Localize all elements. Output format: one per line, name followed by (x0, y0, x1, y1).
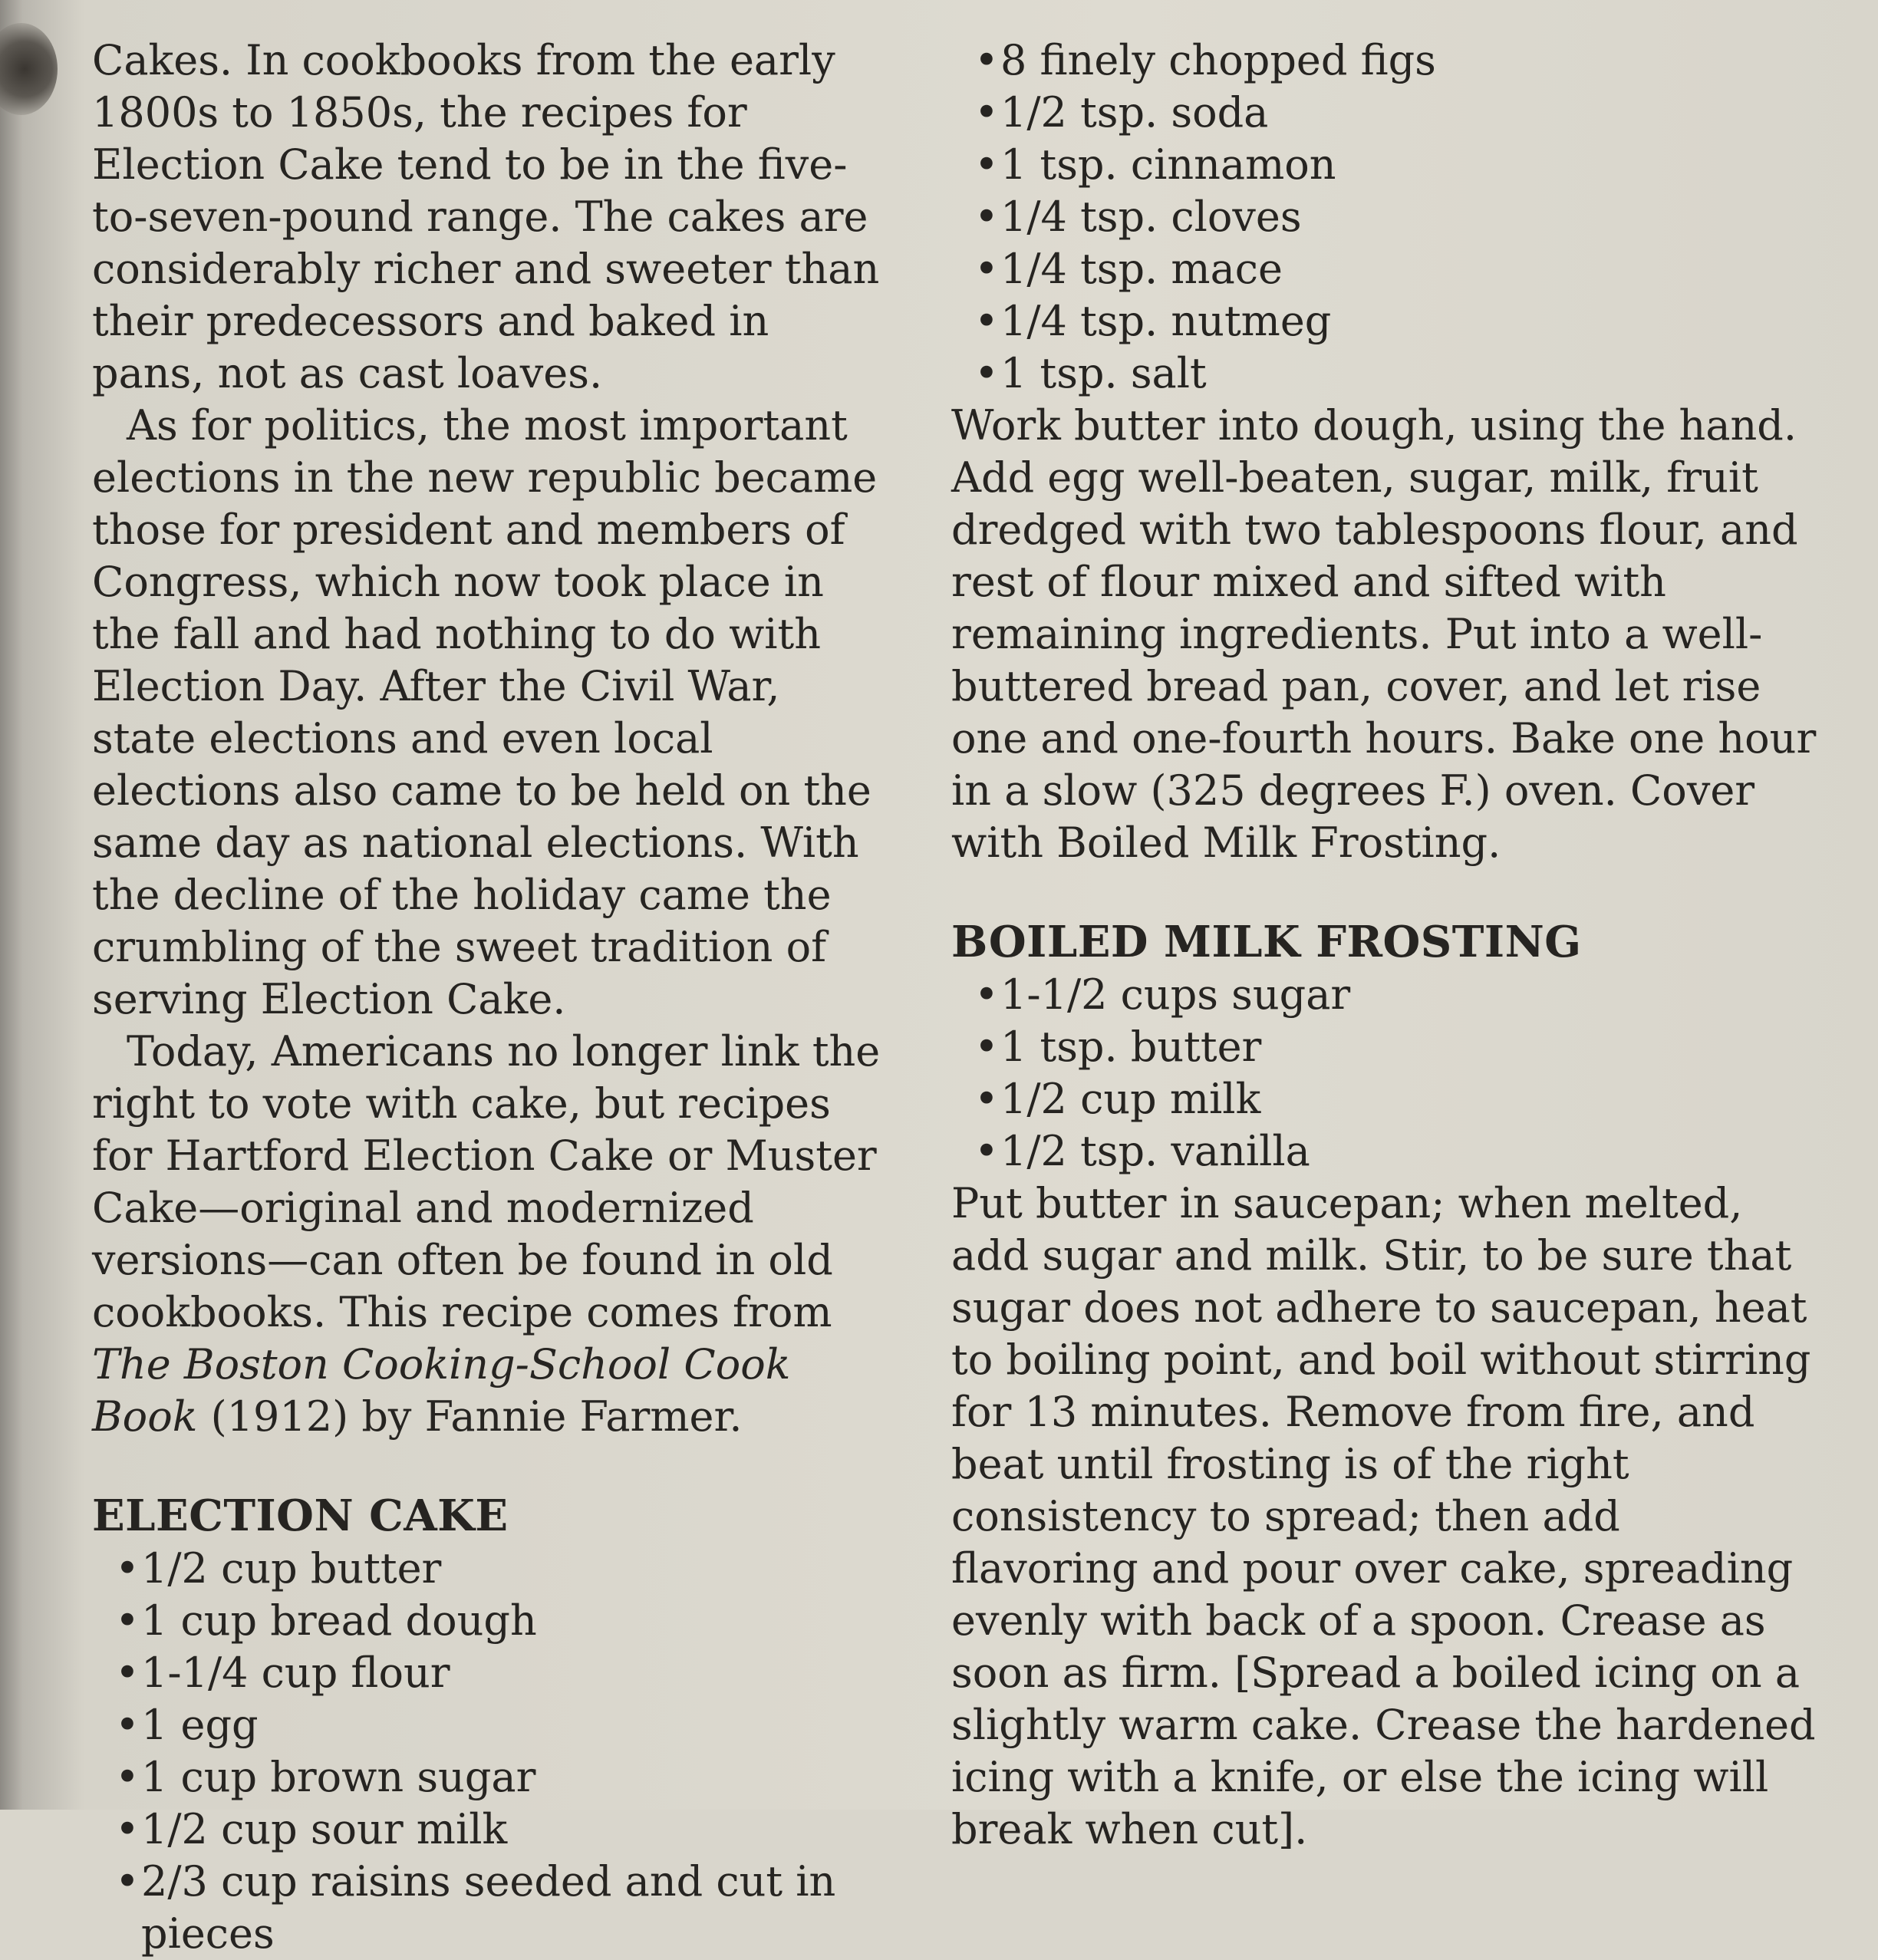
ingredient-item: • 1 tsp. salt (974, 348, 1818, 400)
ingredient-item: • 1/2 tsp. soda (974, 87, 1818, 139)
ingredient-item: • 1/2 cup milk (974, 1073, 1818, 1125)
ingredient-item: • 2/3 cup raisins seeded and cut in pieces (115, 1856, 890, 1960)
history-paragraph-1: Cakes. In cookbooks from the early 1800s to 1850s, the recipes for Election Cake tend to be in the five-to-seven-pound range. The cakes are considerably richer and sweeter than their predecessors and baked in pans, not as cast loaves. (92, 36, 880, 397)
ingredient-item: • 8 finely chopped figs (974, 35, 1818, 87)
ingredient-item: • 1/2 tsp. vanilla (974, 1125, 1818, 1178)
ingredient-item: • 1/2 cup sour milk (115, 1804, 890, 1856)
ingredient-item: • 1/4 tsp. mace (974, 243, 1818, 295)
ingredient-item: • 1/4 tsp. cloves (974, 191, 1818, 243)
ingredient-item: • 1-1/4 cup flour (115, 1647, 890, 1699)
ingredient-item: • 1/4 tsp. nutmeg (974, 295, 1818, 348)
election-cake-ingredients-continued (951, 35, 1818, 400)
ingredient-item: • 1-1/2 cups sugar (974, 969, 1818, 1021)
ingredient-item: • 1/2 cup butter (115, 1543, 890, 1595)
frosting-ingredients (951, 969, 1818, 1178)
book-title: The Boston Cooking-School Cook Book (92, 1340, 791, 1441)
election-cake-directions: Work butter into dough, using the hand. Add egg well-beaten, sugar, milk, fruit dredged with two tablespoons flour, and rest of flour mixed and sifted with remaining ingredients. Put into a well-buttered bread pan, cover, and let rise one and one-fourth hours. Bake one hour in a slow (325 degrees F.) oven. Cover with Boiled Milk Frosting. (951, 401, 1817, 867)
ingredient-item: • 1 tsp. butter (974, 1021, 1818, 1073)
right-column (951, 35, 1818, 1856)
paragraph-3-start: Today, Americans no longer link the right to vote with cake, but recipes for Hartford Election Cake or Muster Cake—original and modernized versions—can often be found in old cookbooks. This recipe comes from (92, 1027, 881, 1336)
ingredient-item: • 1 cup brown sugar (115, 1751, 890, 1804)
left-column (92, 35, 890, 1960)
ingredient-item: • 1 egg (115, 1699, 890, 1751)
history-paragraph-2: As for politics, the most important elections in the new republic became those for president and members of Congress, which now took place in the fall and had nothing to do with Election Day. After the Civil War, state elections and even local elections also came to be held on the same day as national elections. With the decline of the holiday came the crumbling of the sweet tradition of serving Election Cake. (92, 401, 878, 1023)
binding-hole (0, 23, 58, 115)
ingredient-item: • 1 tsp. cinnamon (974, 139, 1818, 191)
election-cake-ingredients (92, 1543, 890, 1960)
frosting-title: BOILED MILK FROSTING (951, 917, 1582, 967)
election-cake-title: ELECTION CAKE (92, 1491, 509, 1541)
ingredient-item: • 1 cup bread dough (115, 1595, 890, 1647)
frosting-directions: Put butter in saucepan; when melted, add sugar and milk. Stir, to be sure that sugar does not adhere to saucepan, heat to boiling point, and boil without stirring for 13 minutes. Remove from fire, and beat until frosting is of the right consistency to spread; then add flavoring and pour over cake, spreading evenly with back of a spoon. Crease as soon as firm. [Spread a boiled icing on a slightly warm cake. Crease the hardened icing with a knife, or else the icing will break when cut]. (951, 1179, 1816, 1853)
paragraph-3-end: (1912) by Fannie Farmer. (197, 1392, 743, 1441)
history-paragraph-3 (92, 1026, 890, 1443)
